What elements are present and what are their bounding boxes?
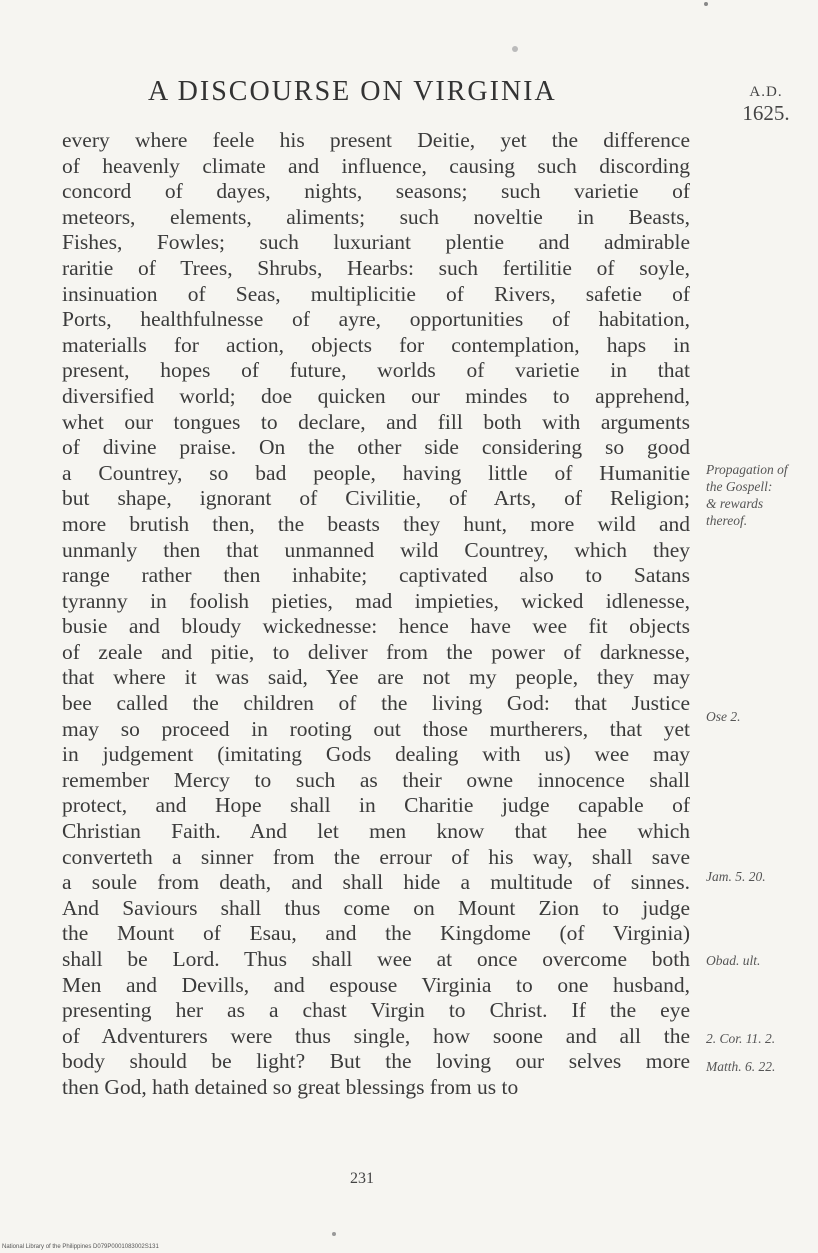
- text-line: materialls for action, objects for contemplation, haps in: [62, 332, 690, 357]
- text-line: Ports, healthfulnesse of ayre, opportunities of habitation,: [62, 307, 690, 332]
- text-line: of zeale and pitie, to deliver from the power of darknesse,: [62, 639, 690, 664]
- sidenote-matthew: [706, 1058, 775, 1075]
- text-line: of heavenly climate and influence, causing such discording: [62, 153, 690, 178]
- body-text: [62, 128, 690, 1101]
- sidenote-line: Obad. ult.: [706, 953, 761, 968]
- sidenote-line: 2. Cor. 11. 2.: [706, 1031, 776, 1046]
- page-number: 231: [350, 1170, 374, 1187]
- year-value: 1625.: [742, 101, 790, 125]
- text-line: in judgement (imitating Gods dealing with us) wee may: [62, 742, 690, 767]
- text-line: diversified world; doe quicken our mindes to apprehend,: [62, 383, 690, 408]
- running-title: A DISCOURSE ON VIRGINIA: [148, 76, 557, 107]
- sidenote-james: [706, 868, 766, 885]
- text-line: converteth a sinner from the errour of his way, shall save: [62, 844, 690, 869]
- year-label: A.D.: [749, 84, 783, 100]
- text-line: Fishes, Fowles; such luxuriant plentie and admirable: [62, 230, 690, 255]
- text-line: whet our tongues to declare, and fill both with arguments: [62, 409, 690, 434]
- text-line: raritie of Trees, Shrubs, Hearbs: such fertilitie of soyle,: [62, 255, 690, 280]
- text-line: unmanly then that unmanned wild Countrey, which they: [62, 537, 690, 562]
- ink-speck: [512, 46, 518, 52]
- text-line: Christian Faith. And let men know that hee which: [62, 819, 690, 844]
- library-credit: National Library of the Philippines D079P0001083002S131: [2, 1244, 159, 1250]
- text-line: more brutish then, the beasts they hunt, more wild and: [62, 511, 690, 536]
- text-line: that where it was said, Yee are not my people, they may: [62, 665, 690, 690]
- text-line: bee called the children of the living God: that Justice: [62, 691, 690, 716]
- text-line: And Saviours shall thus come on Mount Zion to judge: [62, 895, 690, 920]
- sidenote-line: the Gospell:: [706, 479, 773, 494]
- text-line: a soule from death, and shall hide a multitude of sinnes.: [62, 870, 690, 895]
- text-line: then God, hath detained so great blessings from us to: [62, 1074, 519, 1099]
- sidenote-line: Matth. 6. 22.: [706, 1059, 776, 1074]
- text-line: the Mount of Esau, and the Kingdome (of Virginia): [62, 921, 690, 946]
- sidenote-obadiah: [706, 952, 760, 969]
- text-line: body should be light? But the loving our selves more: [62, 1049, 690, 1074]
- text-line: but shape, ignorant of Civilitie, of Arts, of Religion;: [62, 486, 690, 511]
- text-line: busie and bloudy wickednesse: hence have wee fit objects: [62, 614, 690, 639]
- text-line: of Adventurers were thus single, how soone and all the: [62, 1023, 690, 1048]
- text-line: presenting her as a chast Virgin to Christ. If the eye: [62, 998, 690, 1023]
- text-line: insinuation of Seas, multiplicitie of Rivers, safetie of: [62, 281, 690, 306]
- ink-speck: [704, 2, 708, 6]
- sidenote-corinthians: [706, 1030, 775, 1047]
- sidenote-line: Ose 2.: [706, 709, 741, 724]
- ink-speck: [332, 1232, 336, 1236]
- sidenote-ose: [706, 708, 741, 725]
- text-line: protect, and Hope shall in Charitie judge capable of: [62, 793, 690, 818]
- text-line: range rather then inhabite; captivated also to Satans: [62, 563, 690, 588]
- sidenote-line: thereof.: [706, 513, 748, 528]
- text-line: remember Mercy to such as their owne innocence shall: [62, 767, 690, 792]
- text-line: may so proceed in rooting out those murtherers, that yet: [62, 716, 690, 741]
- sidenote-line: Jam. 5. 20.: [706, 869, 766, 884]
- text-line: concord of dayes, nights, seasons; such varietie of: [62, 179, 690, 204]
- text-line: present, hopes of future, worlds of varietie in that: [62, 358, 690, 383]
- text-line: a Countrey, so bad people, having little of Humanitie: [62, 460, 690, 485]
- text-line: Men and Devills, and espouse Virginia to one husband,: [62, 972, 690, 997]
- text-line: every where feele his present Deitie, yet the difference: [62, 128, 690, 152]
- sidenote-line: Propagation of: [706, 462, 788, 477]
- text-line: tyranny in foolish pieties, mad impieties, wicked idlenesse,: [62, 588, 690, 613]
- text-line: of divine praise. On the other side considering so good: [62, 435, 690, 460]
- sidenote-propagation: [706, 461, 788, 529]
- year-marker: [736, 84, 796, 126]
- text-line: shall be Lord. Thus shall wee at once overcome both: [62, 947, 690, 971]
- text-line: meteors, elements, aliments; such noveltie in Beasts,: [62, 204, 690, 229]
- sidenote-line: & rewards: [706, 496, 764, 511]
